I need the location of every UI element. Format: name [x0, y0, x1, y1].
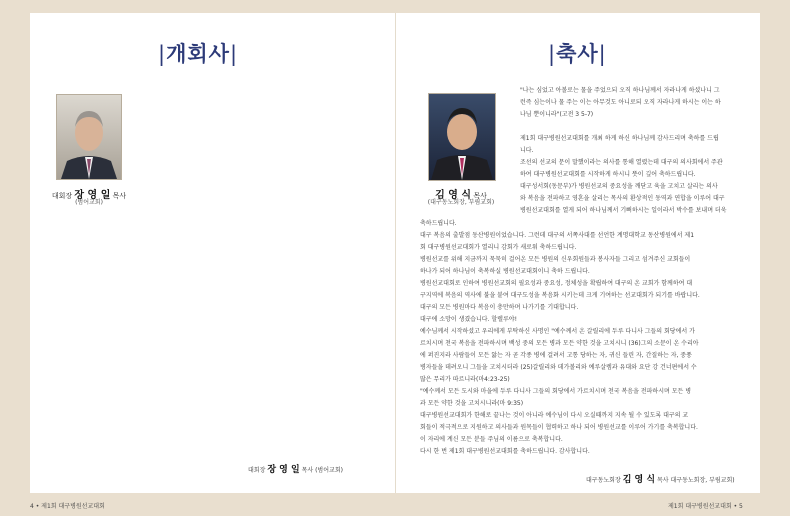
speech-line: 에 퍼진지라 사람들이 모든 앓는 자 곧 각종 병에 걸려서 고통 당하는 자, 귀신 들린 자, 간질하는 자, 중풍 — [420, 352, 692, 359]
speech-line — [520, 121, 727, 133]
speech-line: 병자들을 데려오니 그들을 고치시더라 (25)갈릴리와 데가볼리와 예루살렘과 유대와 요단 강 건너편에서 수 — [420, 364, 697, 371]
speech-text-beside-photo — [520, 85, 727, 217]
speech-line: 병원선교대회로 인하여 병원선교회의 필요성과 중요성, 정체성을 확립하여 대구의 온 교회가 함께하여 대 — [420, 280, 693, 287]
speech-line: 나님 뿐이니라"(고전 3 5-7) — [520, 111, 594, 118]
speech-line: 대구성서회(동문부)가 병원선교의 중요성을 깨닫고 육을 고치고 살리는 의사 — [520, 183, 718, 190]
speech-line: 하나가 되어 하나님이 축복하실 병원선교대회이니 축하 드립니다. — [420, 268, 590, 275]
speech-line: 과 모든 약한 것을 고치시니라(마 9:35) — [420, 400, 524, 407]
speech-line: 런즉 심는이나 물 주는 이는 아무것도 아니로되 오직 자라나게 하시는 이는 하 — [520, 99, 721, 106]
speech-line: "나는 심었고 아볼로는 물을 주었으되 오직 하나님께서 자라나게 하셨나니 그 — [520, 87, 720, 94]
speech-line: 이 자리에 계신 모든 분들 주님의 이름으로 축복합니다. — [420, 436, 563, 443]
speech-line: 예수님께서 시작하셨고 우리에게 부탁하신 사명인 "예수께서 온 갈릴리에 두루 다니사 그들의 회당에서 가 — [420, 328, 695, 335]
speech-text-body — [420, 218, 700, 458]
speech-line: 축하드립니다. — [420, 220, 457, 227]
speech-line: 다시 한 번 제1회 대구병원선교대회를 축하드립니다. 감사합니다. — [420, 448, 590, 455]
speech-line: 조선의 선교의 문이 말했이라는 의사를 통해 열렸는데 대구의 의사회에서 주관 — [520, 159, 723, 166]
speech-line: 르치시며 천국 복음을 전파하시며 백성 중의 모든 병과 모든 약한 것을 고치시니 (36)그의 소문이 온 수리아 — [420, 340, 699, 347]
speech-line: 많은 무리가 따르니라(마4:23-25) — [420, 376, 510, 383]
presbytery-head-photo — [428, 93, 496, 181]
speech-line: 병원선교대회를 열게 되어 하나님께서 기뻐하시는 일이라서 박수를 보내며 더욱 — [520, 207, 727, 214]
chairman-photo — [56, 94, 122, 180]
congratulatory-heading: |축사| — [548, 42, 607, 66]
right-signature: 대구동노회장 김 영 식 목사 대구동노회장, 부림교회) — [586, 475, 735, 485]
speech-line: 하여 대구병원선교대회를 시작하게 하시니 뜻이 깊어 축하드립니다. — [520, 171, 696, 178]
speech-line: 니다. — [520, 147, 534, 154]
speech-line: 구지역에 복음의 역사에 불을 붙여 대구도성을 복음화 시키는데 크게 기여하는 선교대회가 되기를 바랍니다. — [420, 292, 700, 299]
speech-line: "예수께서 모든 도시와 마을에 두루 다니사 그들의 회당에서 가르치시며 천국 복음을 전파하시며 모든 병 — [420, 388, 691, 395]
presbytery-head-church: (대구동노회장, 부림교회) — [427, 199, 495, 206]
speech-line: 대구병원선교대회가 한해로 끝나는 것이 아니라 예수님이 다시 오실때까지 지속 될 수 있도록 대구의 교 — [420, 412, 689, 419]
chairman-church: (범어교회) — [75, 199, 103, 206]
speech-line: 제1회 대구병원선교대회를 개최 하게 하신 하나님께 감사드리며 축하를 드립 — [520, 135, 719, 142]
speech-line: 대구의 모든 병원마다 복음이 충만하며 나가기를 기대합니다. — [420, 304, 579, 311]
speech-line: 회 대구병원선교대회가 열리니 감회가 새로워 축하드립니다. — [420, 244, 577, 251]
left-signature: 대회장 장 영 일 목사 (범어교회) — [248, 465, 343, 475]
speech-line: 병원선교를 위해 지금까지 묵묵히 걸어온 모든 병원의 신우회원들과 봉사자들 그리고 섬겨주신 교회들이 — [420, 256, 691, 263]
opening-address-heading: |개회사| — [158, 42, 239, 66]
speech-line: 와 복음을 전파하고 영혼을 살리는 목사의 환상적인 동역과 연합을 이루어 대구 — [520, 195, 725, 202]
opening-address-title: 개회사 — [166, 42, 230, 66]
speech-line: 대구 복음의 출발점 동산병원이었습니다. 그런데 대구의 서쪽사대를 선언한 계명대학교 동산병원에서 제1 — [420, 232, 695, 239]
chairman-caption: 대회장 장 영 일 목사 — [51, 190, 127, 201]
congratulatory-title: 축사 — [556, 42, 599, 66]
speech-line: 회들이 적극적으로 지원하고 의사들과 원목들이 협력하고 하나 되어 병원선교를 이루어 가기를 축복합니다. — [420, 424, 698, 431]
left-footer: 4 • 제1회 대구병원선교대회 — [30, 503, 105, 510]
presbytery-head-caption: 김 영 식 목사 — [435, 190, 487, 201]
right-footer: 제1회 대구병원선교대회 • 5 — [668, 503, 743, 510]
speech-line: 대구에 소망이 생겼습니다. 할렐루야! — [420, 316, 517, 323]
page-gutter — [395, 13, 396, 493]
